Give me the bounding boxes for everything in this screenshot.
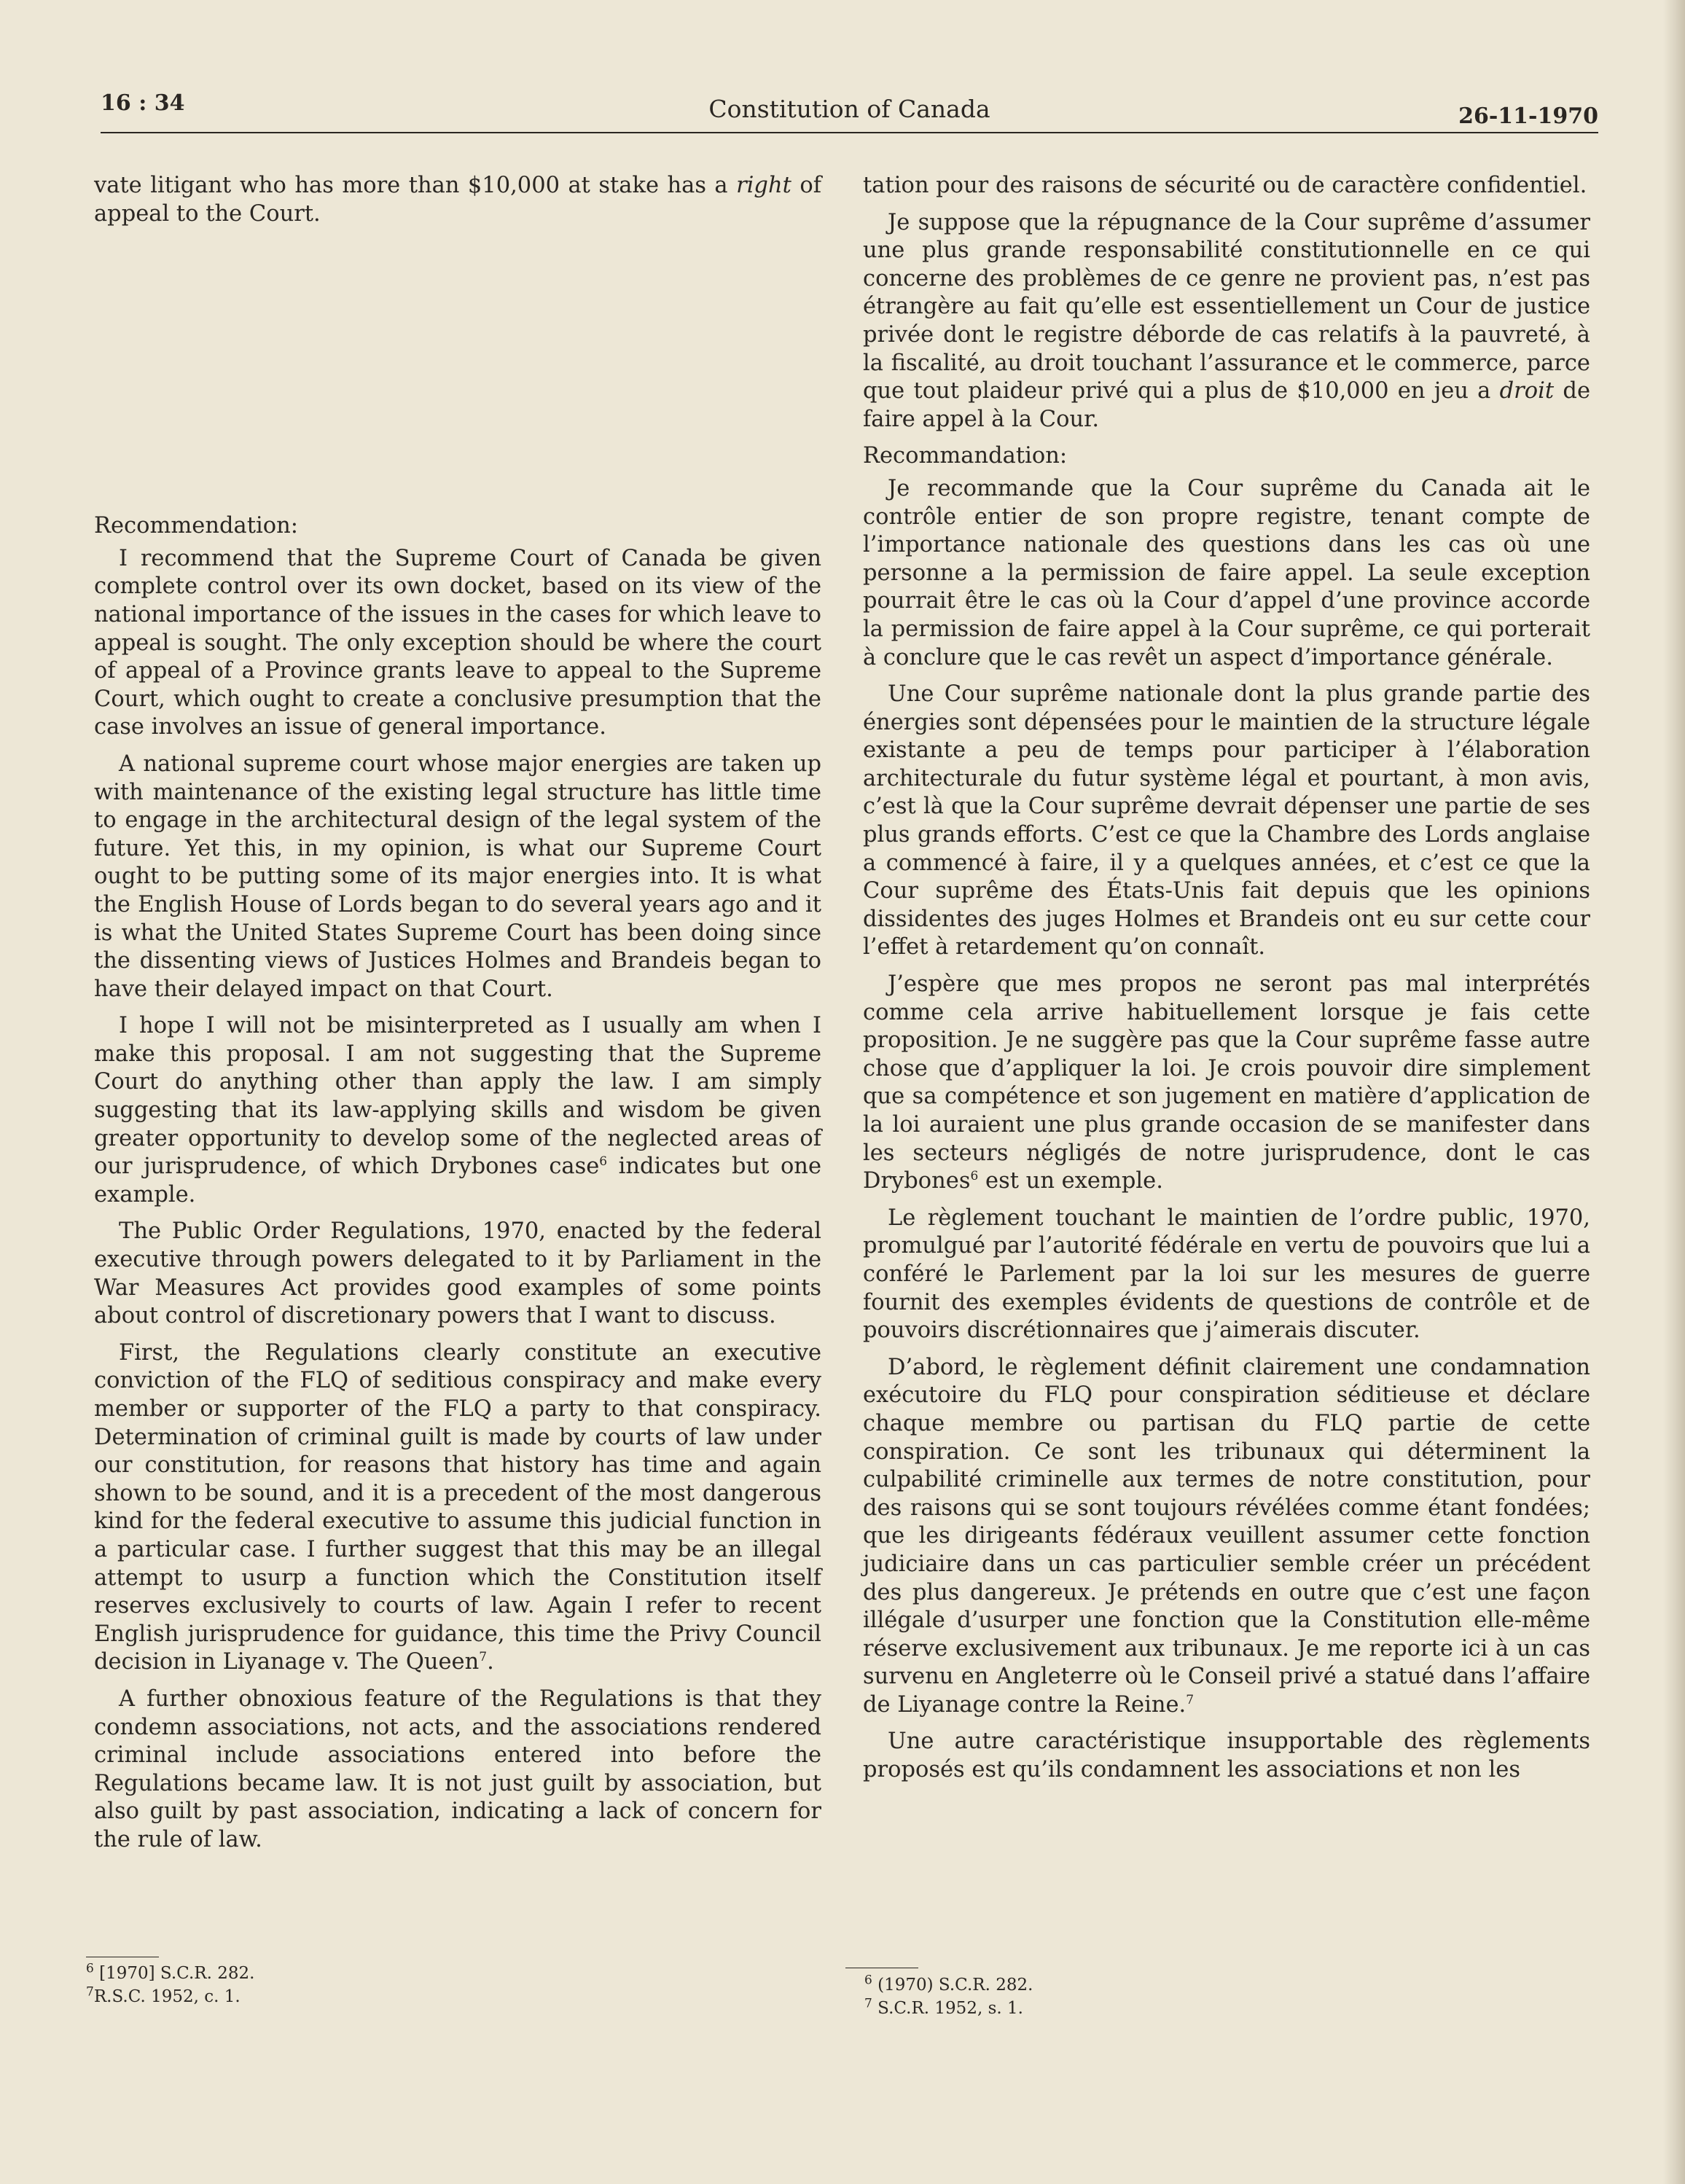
paragraph: I hope I will not be misinterpreted as I usually am when I make this proposal. I am not suggesting that the Supreme Court do anything other than apply the law. I am simply suggesting that its law-applying skills and wisdom be given greater opportunity to develop some of the neglected areas of our jurisprudence, of which Drybones case$^6$ indicates but one example. — [94, 1013, 821, 1208]
footnote-ref: 6 — [970, 1169, 979, 1184]
paragraph: First, the Regulations clearly constitute an executive conviction of the FLQ of seditious conspiracy and make every member or supporter of the FLQ a party to that conspiracy. Determination of criminal guilt is made by courts of law under our constitution, for reasons that history has time and again shown to be sound, and it is a precedent of the most dangerous kind for the federal executive to assume this judicial function in a particular case. I further suggest that this may be an illegal attempt to usurp a function which the Constitution itself reserves exclusively to courts of law. Again I refer to recent English jurisprudence for guidance, this time the Privy Council decision in Liyanage v. The Queen$^7$. — [94, 1339, 821, 1675]
paragraph: Une autre caractéristique insupportable des règlements proposés est qu’ils condamnent les associations et non les — [863, 1729, 1590, 1783]
section-heading: Recommandation: — [863, 443, 1068, 469]
english-column — [94, 172, 821, 1863]
section-heading: Recommendation: — [94, 513, 298, 539]
footnote: $^6$ [1970] S.C.R. 282. — [86, 1961, 255, 1983]
french-column — [863, 172, 1590, 1793]
paragraph: Je suppose que la répugnance de la Cour suprême d’assumer une plus grande responsabilité constitutionnelle en ce qui concerne des problèmes de ce genre ne provient pas, n’est pas étrangère au fait qu’elle est essentiellement un Cour de justice privée dont le registre déborde de cas relatifs à la pauvreté, à la fiscalité, au droit touchant l’assurance et le commerce, parce que tout plaideur privé qui a plus de $10,000 en jeu a droit de faire appel à la Cour. — [863, 209, 1590, 432]
continued-paragraph: vate litigant who has more than $10,000 at stake has a right of appeal to the Court. — [94, 173, 821, 227]
header-rule — [101, 132, 1598, 133]
paragraph: The Public Order Regulations, 1970, enacted by the federal executive through powers delegated to it by Parliament in the War Measures Act provides good examples of some points about control of discretionary powers that I want to discuss. — [94, 1218, 821, 1329]
paragraph: Le règlement touchant le maintien de l’ordre public, 1970, promulgué par l’autorité fédérale en vertu de pouvoirs que lui a conféré le Parlement par la loi sur les mesures de guerre fournit des exemples évidents de questions de contrôle et de pouvoirs discrétionnaires que j’aimerais discuter. — [863, 1205, 1590, 1344]
footnotes-right — [864, 1973, 1033, 2020]
paragraph: Une Cour suprême nationale dont la plus grande partie des énergies sont dépensées pour le maintien de la structure légale existante a peu de temps pour participer à l’élaboration architecturale du futur système légal et pourtant, à mon avis, c’est là que la Cour suprême devrait dépenser une partie de ses plus grands efforts. C’est ce que la Chambre des Lords anglaise a commencé à faire, il y a quelques années, et c’est ce que la Cour suprême des États-Unis fait depuis que les opinions dissidentes des juges Holmes et Brandeis ont eu sur cette cour l’effet à retardement qu’on connaît. — [863, 681, 1590, 960]
paragraph: A national supreme court whose major energies are taken up with maintenance of the existing legal structure has little time to engage in the architectural design of the legal system of the future. Yet this, in my opinion, is what our Supreme Court ought to be putting some of its major energies into. It is what the English House of Lords began to do several years ago and it is what the United States Supreme Court has been doing since the dissenting views of Justices Holmes and Brandeis began to have their delayed impact on that Court. — [94, 751, 821, 1002]
paragraph: J’espère que mes propos ne seront pas mal interprétés comme cela arrive habituellement lorsque je fais cette proposition. Je ne suggère pas que la Cour suprême fasse autre chose que d’appliquer la loi. Je crois pouvoir dire simplement que sa compétence et son jugement en matière d’application de la loi auraient une plus grande occasion de se manifester dans les secteurs négligés de notre jurisprudence, dont le cas Drybones$^6$ est un exemple. — [863, 971, 1590, 1194]
paragraph: Je recommande que la Cour suprême du Canada ait le contrôle entier de son propre registre, tenant compte de l’importance nationale des questions dans les cas où une personne a la permission de faire appel. La seule exception pourrait être le cas où la Cour d’appel d’une province accorde la permission de faire appel à la Cour suprême, ce qui porterait à conclure que le cas revêt un aspect d’importance générale. — [863, 475, 1590, 670]
footnote-ref: 7 — [479, 1650, 488, 1665]
footnotes-left — [86, 1962, 254, 2008]
page-header — [101, 82, 1598, 133]
column-gap — [94, 237, 821, 512]
footnote-ref: 7 — [1186, 1692, 1195, 1707]
header-date: 26-11-1970 — [1458, 103, 1598, 129]
page-number: 16 : 34 — [101, 90, 185, 116]
paragraph: A further obnoxious feature of the Regulations is that they condemn associations, not acts, and the associations rendered criminal include associations entered into before the Regulations became law. It is not just guilt by association, but also guilt by past association, indicating a lack of concern for the rule of law. — [94, 1686, 821, 1852]
footnote: $^7$R.S.C. 1952, c. 1. — [86, 1984, 241, 2006]
page-spine-shadow — [1663, 0, 1685, 2184]
running-title: Constitution of Canada — [708, 95, 990, 123]
paragraph: D’abord, le règlement définit clairement une condamnation exécutoire du FLQ pour conspiration séditieuse et déclare chaque membre ou partisan du FLQ partie de cette conspiration. Ce sont les tribunaux qui déterminent la culpabilité criminelle aux termes de notre constitution, pour des raisons qui se sont toujours révélées comme étant fondées; que les dirigeants fédéraux veuillent assumer cette fonction judiciaire dans un cas particulier semble créer un précédent des plus dangereux. Je prétends en outre que c’est une façon illégale d’usurper une fonction que la Constitution elle-même réserve exclusivement aux tribunaux. Je me reporte ici à un cas survenu en Angleterre où le Conseil privé a statué dans l’affaire de Liyanage contre la Reine.$^7$ — [863, 1354, 1590, 1718]
paragraph: I recommend that the Supreme Court of Canada be given complete control over its own docket, based on its view of the national importance of the issues in the cases for which leave to appeal is sought. The only exception should be where the court of appeal of a Province grants leave to appeal to the Supreme Court, which ought to create a conclusive presumption that the case involves an issue of general importance. — [94, 545, 821, 740]
footnote: $^6$ (1970) S.C.R. 282. — [864, 1973, 1033, 1995]
continued-paragraph: tation pour des raisons de sécurité ou de caractère confidentiel. — [863, 173, 1587, 198]
footnote-ref: 6 — [599, 1154, 608, 1170]
footnote: $^7$ S.C.R. 1952, s. 1. — [864, 1996, 1023, 2018]
